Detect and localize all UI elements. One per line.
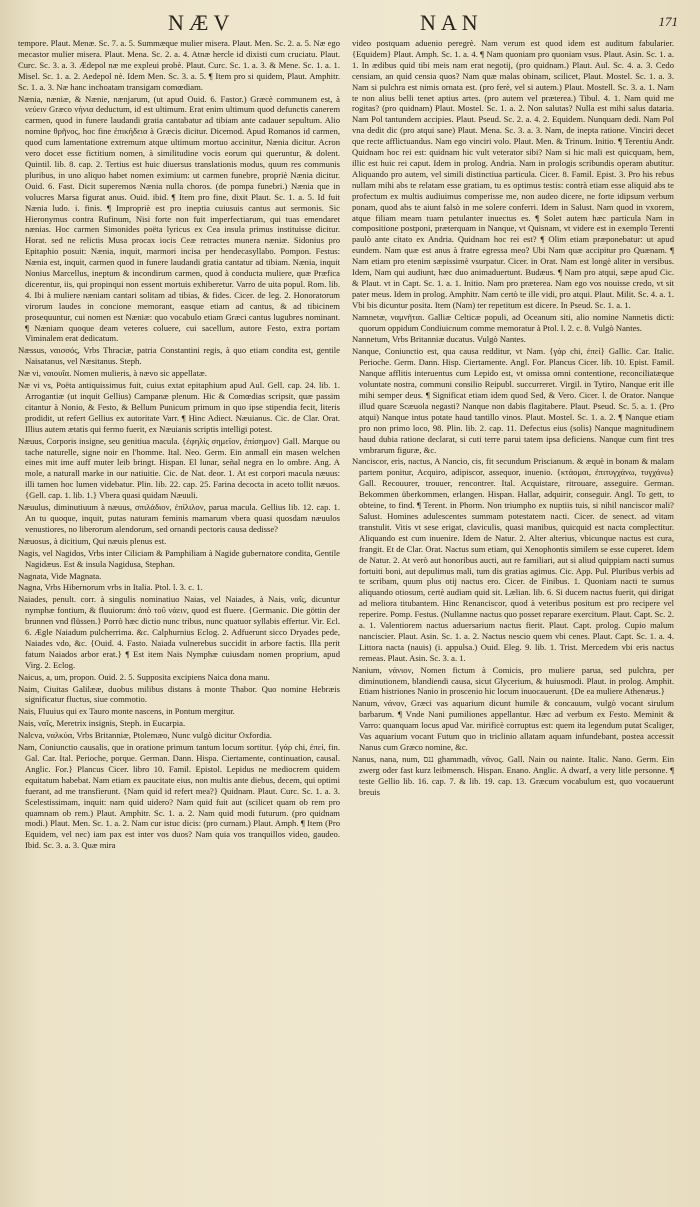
dictionary-entry: Naiades, penult. corr. à singulis nominatiuo Naias, vel Naiades, à Nais, ναΐς, dicuntur nymphæ fontium, & fluuiorum: ἀπὸ τοῦ νάειν, quod est fluere. {Germanic. Die göttin der brunnen vnd flüssen.} Porrò hæc dictio nunc tribus, nunc quatuor syllabis effertur. Vir. Ecl. 6. Ægle Naiadum pulcherrima. &c. Calphurnius Eclog. 2. Adfuerunt sicco Dryades pede, Naiades vdo, &c. {Ouid. 4. Fasto. Naiada vulnerebus succidit in arbore factis. Illa perit fatum Naiados arbor erat.} ¶ Est item Nais Nymphæ cuiusdam nomen proprium, apud Virg. 2. Eclog.: [18, 594, 340, 670]
dictionary-entry: Nais, ναΐς, Meretrix insignis, Steph. in Eucarpia.: [18, 718, 186, 729]
right-column: [352, 38, 674, 1203]
dictionary-entry: Nais, Fluuius qui ex Tauro monte nascens, in Pontum mergitur.: [18, 706, 235, 717]
dictionary-entry: tempore. Plaut. Menæ. Sc. 7. a. 5. Summæque mulier misera. Plaut. Men. Sc. 2. a. 5. Næ ego mecastor mulier misera. Plaut. Mena. Sc. 2. a. 4. Atnæ hercle id dixisti cum cruciatu. Plaut. Curc. Sc. 3. a. 3. Ædepol næ me expleui probè. Plaut. Curc. Sc. 1. a. 3. & Mene. Sc. 1. a. 1. Misel. Sc. 1. a. 2. Aedepol nè. Idem Men. Sc. 3. a. 5. ¶ Item pro si quidem, Plaut. Amphitr. Sc. 1. a. 3. Næ hanc inchoatam transigam comœdiam.: [18, 38, 340, 92]
dictionary-entry: Nagnata, Vide Magnata.: [18, 570, 102, 581]
dictionary-entry: Nænia, næniæ, & Nænie, nænjarum, (ut apud Ouid. 6. Fastor.) Græcè communem est, à νεύειν Græco νήνια deductum, id est ultimum. Erat enim ultimum quod defunctis canerem carmen, quod in funere laudandi gratia cantabatur ad tibiam ante cadauer sepultum. Alio nomine θρῆνος, hoc fine ἐπικήδεια à Græcis dicitur. Dicemod. Apud Romanos id carmen, quod cum lamentatione extremum atque ultimum mortuo accinitur, Nænia dicitur. Acron vero docet esse fictitium nomen, à similitudine vocis eorum qui queruntur, & dolent. Quintil. lib. 8. cap. 2. Tertius est huic diuersus translationis modus, quum res communis pluribus, in uno aliquo habet nomen eximium: ut carmen funebre, propriè Nænia dicitur. Ouid. 6. Fast. Dicit superemos Nænia nulla choros. (de pompa funebri.) Nænia que in volucres Marsa figurat anus. Ouid. ibid. ¶ Item pro fine, dixit Plaut. Sc. 1. a. 5. Id fuit Nænia ludo. i. finis. ¶ Impropriè est pro ineptia cuiusuis cantus aut sermonis. Sic Hieronymus contra Rufinum, Nisi forte non fuit imperfectiarum, qui tuas emendaret nænias. Hoc carmen Simonides poëta lyricus ex Cea insula primus instituisse dicitur. Horat. sed ne relictis Musa procax iocis Ceæ retractes munera næniæ. Sidonius pro Epitaphio posuit: Nænia, inquit, marmori incisa per hendecasyllabo. Pompon. Festus: Nænia est, inquit, carmen quod in funere laudandi gratia cantatur ad tibiam. Nænia, inquit Nonius Marcellus, ineptum & incondirum carmen, quod à conducta muliere, quæ Præfica dicerentur, iis, qui propinqui non essent mortuis exhiberetur. Varro de uita popul. Rom. lib. 4. Ibi à muliere næniam cantari solitam ad tibias, & fides. Cicer. de leg. 2. Honoratorum virorum laudes in concione memorant, easque etiam ad cantus, & ad tibicinem prosequuntur, cui nomen est Næniæ: quo vocabulo etiam Græci cantus lugubres nominant. ¶ Næniam quoque deam veteres coluere, cui sacellum, autore Festo, extra portam Viminalem erat dedicatum.: [18, 93, 340, 344]
dictionary-entry: Naicus, a, um, propon. Ouid. 2. 5. Supposita excipiens Naica dona manu.: [18, 671, 270, 682]
running-head-left: NÆV: [168, 10, 235, 35]
dictionary-entry: Naim, Ciuitas Galilææ, duobus milibus distans à monte Thabor. Quo nomine Hebræis significatur fluctus, siue commotio.: [18, 683, 340, 705]
dictionary-entry: Nanque, Coniunctio est, qua causa redditur, vt Nam. {γάρ chi, ἐπεί} Gallic. Car. Italic. Perioche. Germ. Dann. Hisp. Ciertamente. Angl. For. Plancus Cicer. lib. 10. Epist. Famil. Nanque afflitis interuentus cum Lepido est, vt omissa omni contentione, reconciliatæque voluntate nostra, communi consilio Reipubl. succurreret. Virgil. in Tytiro, Nanque erit ille mihi semper deus. ¶ Significat etiam idem quod Sed, & Vero. Cicer. l. de Orator. Nanque illud quare Scæuola negasti? Nanque non dabis flagitabere. Plaut. Pseud. Sc. 5. a. 1. (Pro atqui) Nanque intus potate haud tantillo vinos. Plaut. Mostel. Sc. 1. a. 2. ¶ Nanque etiam pro non primo loco, 98. Plin. lib. 2. cap. 11. Defectus eius (solis) Nanque magnitudinem haud dubia ratione declarat, si cuti terre parui tatem ipsa deficiens. Nanque cum fint tres vmbrarum figuræ, &c.: [352, 346, 674, 455]
dictionary-entry: Næuosus, à dicitium, Qui næuis plenus est.: [18, 535, 167, 546]
dictionary-entry: Nagis, vel Nagidos, Vrbs inter Ciliciam & Pamphiliam à Nagide gubernatore condita, Gentile Nagidæus. Est & insula Nagidusa, Stephan.: [18, 547, 340, 569]
dictionary-entry: Nalcva, ναλκύα, Vrbs Britanniæ, Ptolemæo, Nunc vulgò dicitur Oxfordia.: [18, 730, 272, 741]
page-number: 171: [658, 14, 678, 29]
text-columns: [18, 38, 686, 1203]
dictionary-entry: Nannetum, Vrbs Britanniæ ducatus. Vulgò Nantes.: [352, 334, 526, 345]
dictionary-entry: Nanciscor, eris, nactus, A Nancio, cis, fit secundum Priscianum. & æquè in bonam & malam partem ponitur, Acquiro, adipiscor, assequor, inuenio. {κτάομαι, ἐπιτυγχάνω, τυγχάνω} Gall. Recouurer, trouuer, rencontrer. Ital. Acquistare, ritrouare, asseguire. German. Bekommen überkommen, erlangen. Hispan. Hallar, adquirir, conseguir. Angl. To gett, to obteine, to find. ¶ Terent. in Phorm. Non triumpho ex nuptiis tuis, si nihil nanciscor mali? Salust. Homines adulescentes summam potestatem nacti. Cicer. de senect. ad vitam transtulit. Vitis vt sese erigat, claviculis, quasi manibus, quicquid est nacta complectitur. Aliquando est cum inuenire. Idem de Natur. 2. Alter alterius, vbicunque nactus est cura, frangit. Et de Clar. Orat. Nactus sum etiam, qui Xenophontis similem se esse cuperet. Idem de Natur. 2. At verò aut honoribus aucti, aut re familiari, aut si aliud quippiam nacti sumus fortuiti boni, aut depulimus mali, tum dis gratias agimus. Cic. App. Pul. Pluribus verbis ad te scribam, quum plus otij nactus ero. Cicer. de Finibus. 1. Quoniam nacti te sumus aliquando otiosum, certè audiam quid sit. Lælian. lib. 6. Si ducem nactus fuerit, qui dirigat ad meliora titubantem. Hinc Renanciscor, quod à veteribus positum est pro recipere vel reperire. Pomp. Festus. (Nullamne nactus quo posset reparare exercitum. Plaut. Capt. Sc. 2. a. 1. Valentiorem nactus aduersarium nactus fierit. Plaut. Capt. prolog. Cupio malum nanciscier. Plaut. Asin. Sc. 1. a. 2. Nactus nescio quem vbi cenes. Plaut. Capt. Sc. 1. a. 4. Littora nacta (nauis) (i. appulsa.) Ouid. Eleg. 9. lib. 1. Trist. Mercedem vbi eris nactus remeas. Plaut. Asin. Sc. 3. a. 1.: [352, 456, 674, 663]
dictionary-entry: Namnetæ, ναμνῆται. Galliæ Celticæ populi, ad Oceanum siti, alio nomine Nannetis dicti: quorum oppidum Condiuicnum comme memoratur à Ptol. l. 2. c. 8. Vulgò Nantes.: [352, 311, 674, 333]
dictionary-entry: Nanum, νάνον, Græci vas aquarium dicunt humile & concauum, vulgò vocant sirulum barbarum. ¶ Vnde Nani pumiliones appellantur. Hæc ad verbum ex Festo. Meminit & Varro: quanquam locus apud Var. mirificè corruptus est: quem ita legendum putat Scaliger, Vas aquarium vocant Futum quo in triclinio allatam aquam infundebant, postea accessit Nanus cum Græco nomine, &c.: [352, 698, 674, 752]
dictionary-entry: Næuulus, diminutiuum à næuus, σπιλάδιον, ἐπίλιλον, parua macula. Gellius lib. 12. cap. 1. An tu quoque, inquit, putas naturam feminis mamarum vbera quasi quosdam næuulos venustiores, no liberorum alendorum, sed ornandi pectoris causa dedisse?: [18, 502, 340, 534]
dictionary-entry: Næssus, ναισσός, Vrbs Thraciæ, patria Constantini regis, à quo etiam condita est, gentile Naisatanus, vel Næsitanus. Steph.: [18, 345, 340, 367]
running-head-right: NAN: [420, 10, 483, 35]
running-head: [18, 10, 686, 36]
left-column: [18, 38, 340, 1203]
dictionary-entry: Nanium, νάνιον, Nomen fictum à Comicis, pro muliere parua, sed pulchra, per diminutionem, blandiendi causa, sicut Glycerium, & huiusmodi. Plaut. in prolog. Amphit. Etiam histriones Nanio in proscenio hic locum inuocauerunt. {De ea muliere Athenæus.}: [352, 664, 674, 697]
dictionary-entry: Nagna, Vrbs Hibernorum vrbs in Italia. Ptol. l. 3. c. 1.: [18, 582, 203, 593]
dictionary-entry: Næ vi vs, Poëta antiquissimus fuit, cuius extat epitaphium apud Aul. Gell. cap. 24. lib. 1. Arrogantiæ (ut inquit Gellius) Campanæ plenum. Hic & Comœdias scripsit, quæ passim citantur à Nonio, & Festo, & Bellum Punicum primum in quo ipse stipendia fecit, literis prodidit, ut refert Gellius ex autoritate Varr. ¶ Hinc Adiect. Næuianus. Cic. de Clar. Orat. Illius autem ætatis qui fermo fuerit, ex Næuianis scriptis intelligi potest.: [18, 380, 340, 434]
dictionary-entry: Næ vi, ναιουΐα. Nomen mulieris, à nævo sic appellatæ.: [18, 368, 207, 379]
dictionary-entry: Næuus, Corporis insigne, seu genitiua macula. {ἐφηλίς σημεῖον, ἐπίσημον} Gall. Marque ou tache naturelle, signe noir en l'homme. Ital. Neo. Germ. Ein anmall ein masen welchen eines mit ime auff muter leib bringt. Hispan. El lunar, señal negra en lo ombre. Ang. A mole, a naturall marke in our natiuitie. Cic. de Nat. deor. 1. At est corpori macula næuus: illi tamen hoc lumen videbatur. Plin. lib. 22. cap. 25. Farina decocta in aceto tollit næuos. {Gell. cap. 1. lib. 1.} Vbera quasi quidam Næuuli.: [18, 435, 340, 501]
dictionary-entry: Nanus, nana, num, ננס ghammadh, νᾶνος. Gall. Nain ou nainte. Italic. Nano. Germ. Ein zwerg oder fast kurz leibmensch. Hispan. Enano. Anglic. A dwarf, a very litle personne. ¶ teste Gellio lib. 16. cap. 7. & lib. 19. cap. 13. Græcum vocabulum est, quo vocauerunt breuis: [352, 753, 674, 797]
dictionary-entry: Nam, Coniunctio causalis, que in oratione primum tantum locum sortitur. {γάρ chi, ἐπεί, fin. Gal. Car. Ital. Perioche, porque. German. Dann. Hispa. Ciertamente, continuation, causal. Anglic. For.} Plancus Cicer. libro 10. Famil. Epistol. Lepidus ne mediocrem quidem equitatum habebat. Nam etiam ex paucitate eius, non multis ante diebus, decem, qui optimi fuerant, ad me transfierunt. {Nam quid id refert mea?} Quidnam. Plaut. Curc. Sc. 1. a. 3. Scelestissimam, inquit: nam quid uidero? Nam quid fuit aut (scilicet quam ob rem pro quamnam ob rem.) Plaut. Amphitr. Sc. 1. a. 2. Nam quid modi futurum. (pro quidnam modi.) Plaut. Men. Sc. 1. a. 2. Nam cur istuc dicis: (pro curnam.) Plaut. Amph. ¶ Item (Pro Equidem, vel nec) iam pax est inter vos duos? Nam quia vos tranquillos video, gaudeo. Ibid. Sc. 3. a. 3. Quæ mira: [18, 742, 340, 851]
dictionary-entry: video postquam aduenio peregrè. Nam verum est quod idem est auditum fabularier. {Equidem} Plaut. Amph. Sc. 1. a. 4. ¶ Nam quoniam pro quoniam vsus. Plaut. Asin. Sc. 1. a. 1. In ædibus quid tibi meis nam erat negotij, (pro quidnam.) Plaut. Aul. Sc. 4. a. 3. Cedo censiam, an quid censia quos? Nam quæ malas obinam, scilicet, Plaut. Mostel. Sc. 1. a. 3. Nam si pulchra est nimis ornata est. (pro ferè, vel si autem.) Plaut. Mostell. Sc. 3. a. 1. Nam te non alius belli tenet aptius artes. (pro autem vel præterea.) Tibul. 4. 1. Nam quid me rogitas? (pro quidnam) Plaut. Mostel. Sc. 1. a. 2. Non salutas? Nulla est mihi salus dataria. Nam Pol tantundem accipies. Plaut. Pseud. Sc. 2. a. 4. 2. Equidem. Nunquam dedi. Nam Pol vna dedit dic (pro atqui sane) Plaut. Mena. Sc. 3. a. 3. Nam, de inepta ratione. Vinciri decet que recte afflictuandus. Nam ego vinciri volo. Plaut. Men. & Trinum. Initio. ¶ Terentiu Andr. Quidnam hoc rei est: quidnam hic vult veterator sibi? Nam si hic mali est quicquam, hem, illic est huic rei caput. Idem in prolog. Andria. Nam in prologis scribundis operam abutitur. Aliquando pro autem, vel simili distinctiua particula. Cicer. 8. Famil. Epist. 3. Pro his rebus nullam mihi abs te relatam esse gratiam, tu es optimus testis: contrà etiam esse aliquid abs te profectum ex multis audiuimus comperisse me, non audeo dicere, ne forte idipsum verbum ponam, quod abs te aiunt falsò in me solere conferri. Idem in Salust. Nam quod in vxorem, atque filiam meam tuam petulanter inuectus es. ¶ Solet autem hæc particula Nam in compositione postponi, præterquam in Nanque, vt Quisnam, vt videre est in exemplo Terenti paulò ante citato ex Andria. Quidnam hoc rei est? ¶ Olim etiam præponebatur: ut apud eundem. Nam quæ est anus à fratre egressa meo? Ubi Nam quæ accipitur pro Quænam. ¶ Nam etiam pro etenim sæpissimè vsurpatur. Cicer. in Orat. Nam est longè aliter in versibus. Idem, Nam qui audiunt, hæc duo animaduertunt. Budæus. ¶ Nam pro atqui, sæpe apud Cic. & Plaut. vt in Capt. Sc. 1. a. 1. Initio. Nam pro præterea. Nam ego vos nouisse credo, vt sit pater meus. Idem in prolog. Amphitr. Nam certò te ille vidi, pro atqui. Plaut. Milit. Sc. 4. a. 1. Vbi bis dicuntur posita. Item (Nam) ter repetitum est dicere. In Pseud. Sc. 1. a. 1.: [352, 38, 674, 310]
